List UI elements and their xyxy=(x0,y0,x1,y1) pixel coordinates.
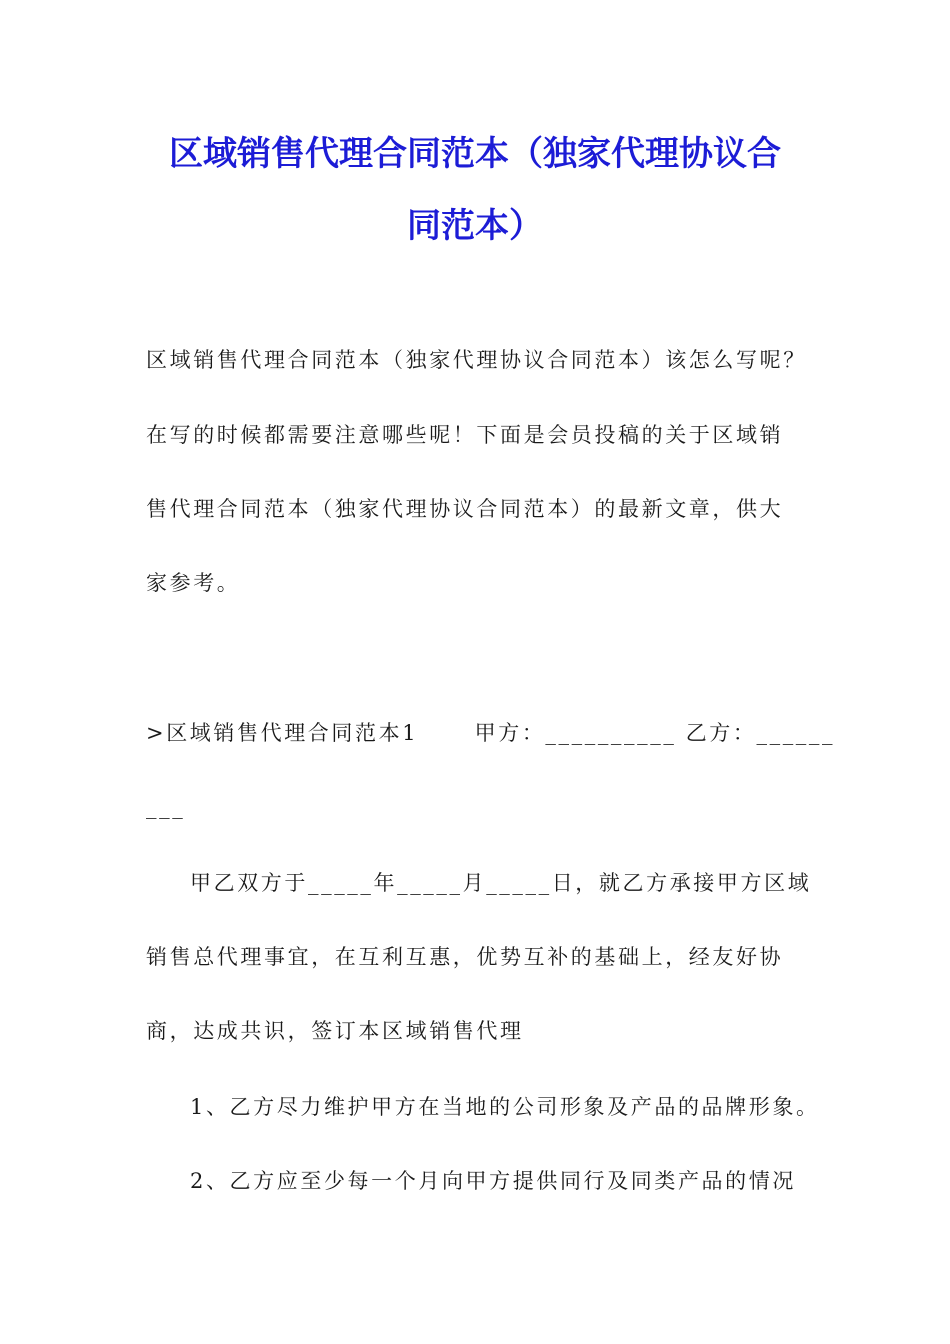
paragraph-1-line-1: 甲乙双方于_____年_____月_____日，就乙方承接甲方区域 xyxy=(190,871,812,895)
section-heading-line-2: ___ xyxy=(146,795,186,819)
paragraph-1-line-2: 销售总代理事宜，在互利互惠，优势互补的基础上，经友好协 xyxy=(146,945,784,969)
document-title-line-1: 区域销售代理合同范本（独家代理协议合 xyxy=(169,134,781,174)
section-heading-line-1: >区域销售代理合同范本1 甲方：__________ 乙方：______ xyxy=(146,721,836,745)
intro-line-2: 在写的时候都需要注意哪些呢！下面是会员投稿的关于区域销 xyxy=(146,423,784,447)
intro-line-1: 区域销售代理合同范本（独家代理协议合同范本）该怎么写呢？ xyxy=(146,348,807,372)
document-title-line-2: 同范本） xyxy=(407,206,543,246)
intro-line-3: 售代理合同范本（独家代理协议合同范本）的最新文章，供大 xyxy=(146,497,784,521)
clause-item-2: 2、乙方应至少每一个月向甲方提供同行及同类产品的情况 xyxy=(190,1169,796,1193)
paragraph-1-line-3: 商，达成共识，签订本区域销售代理 xyxy=(146,1019,524,1043)
intro-line-4: 家参考。 xyxy=(146,571,241,595)
clause-item-1: 1、乙方尽力维护甲方在当地的公司形象及产品的品牌形象。 xyxy=(190,1095,820,1119)
